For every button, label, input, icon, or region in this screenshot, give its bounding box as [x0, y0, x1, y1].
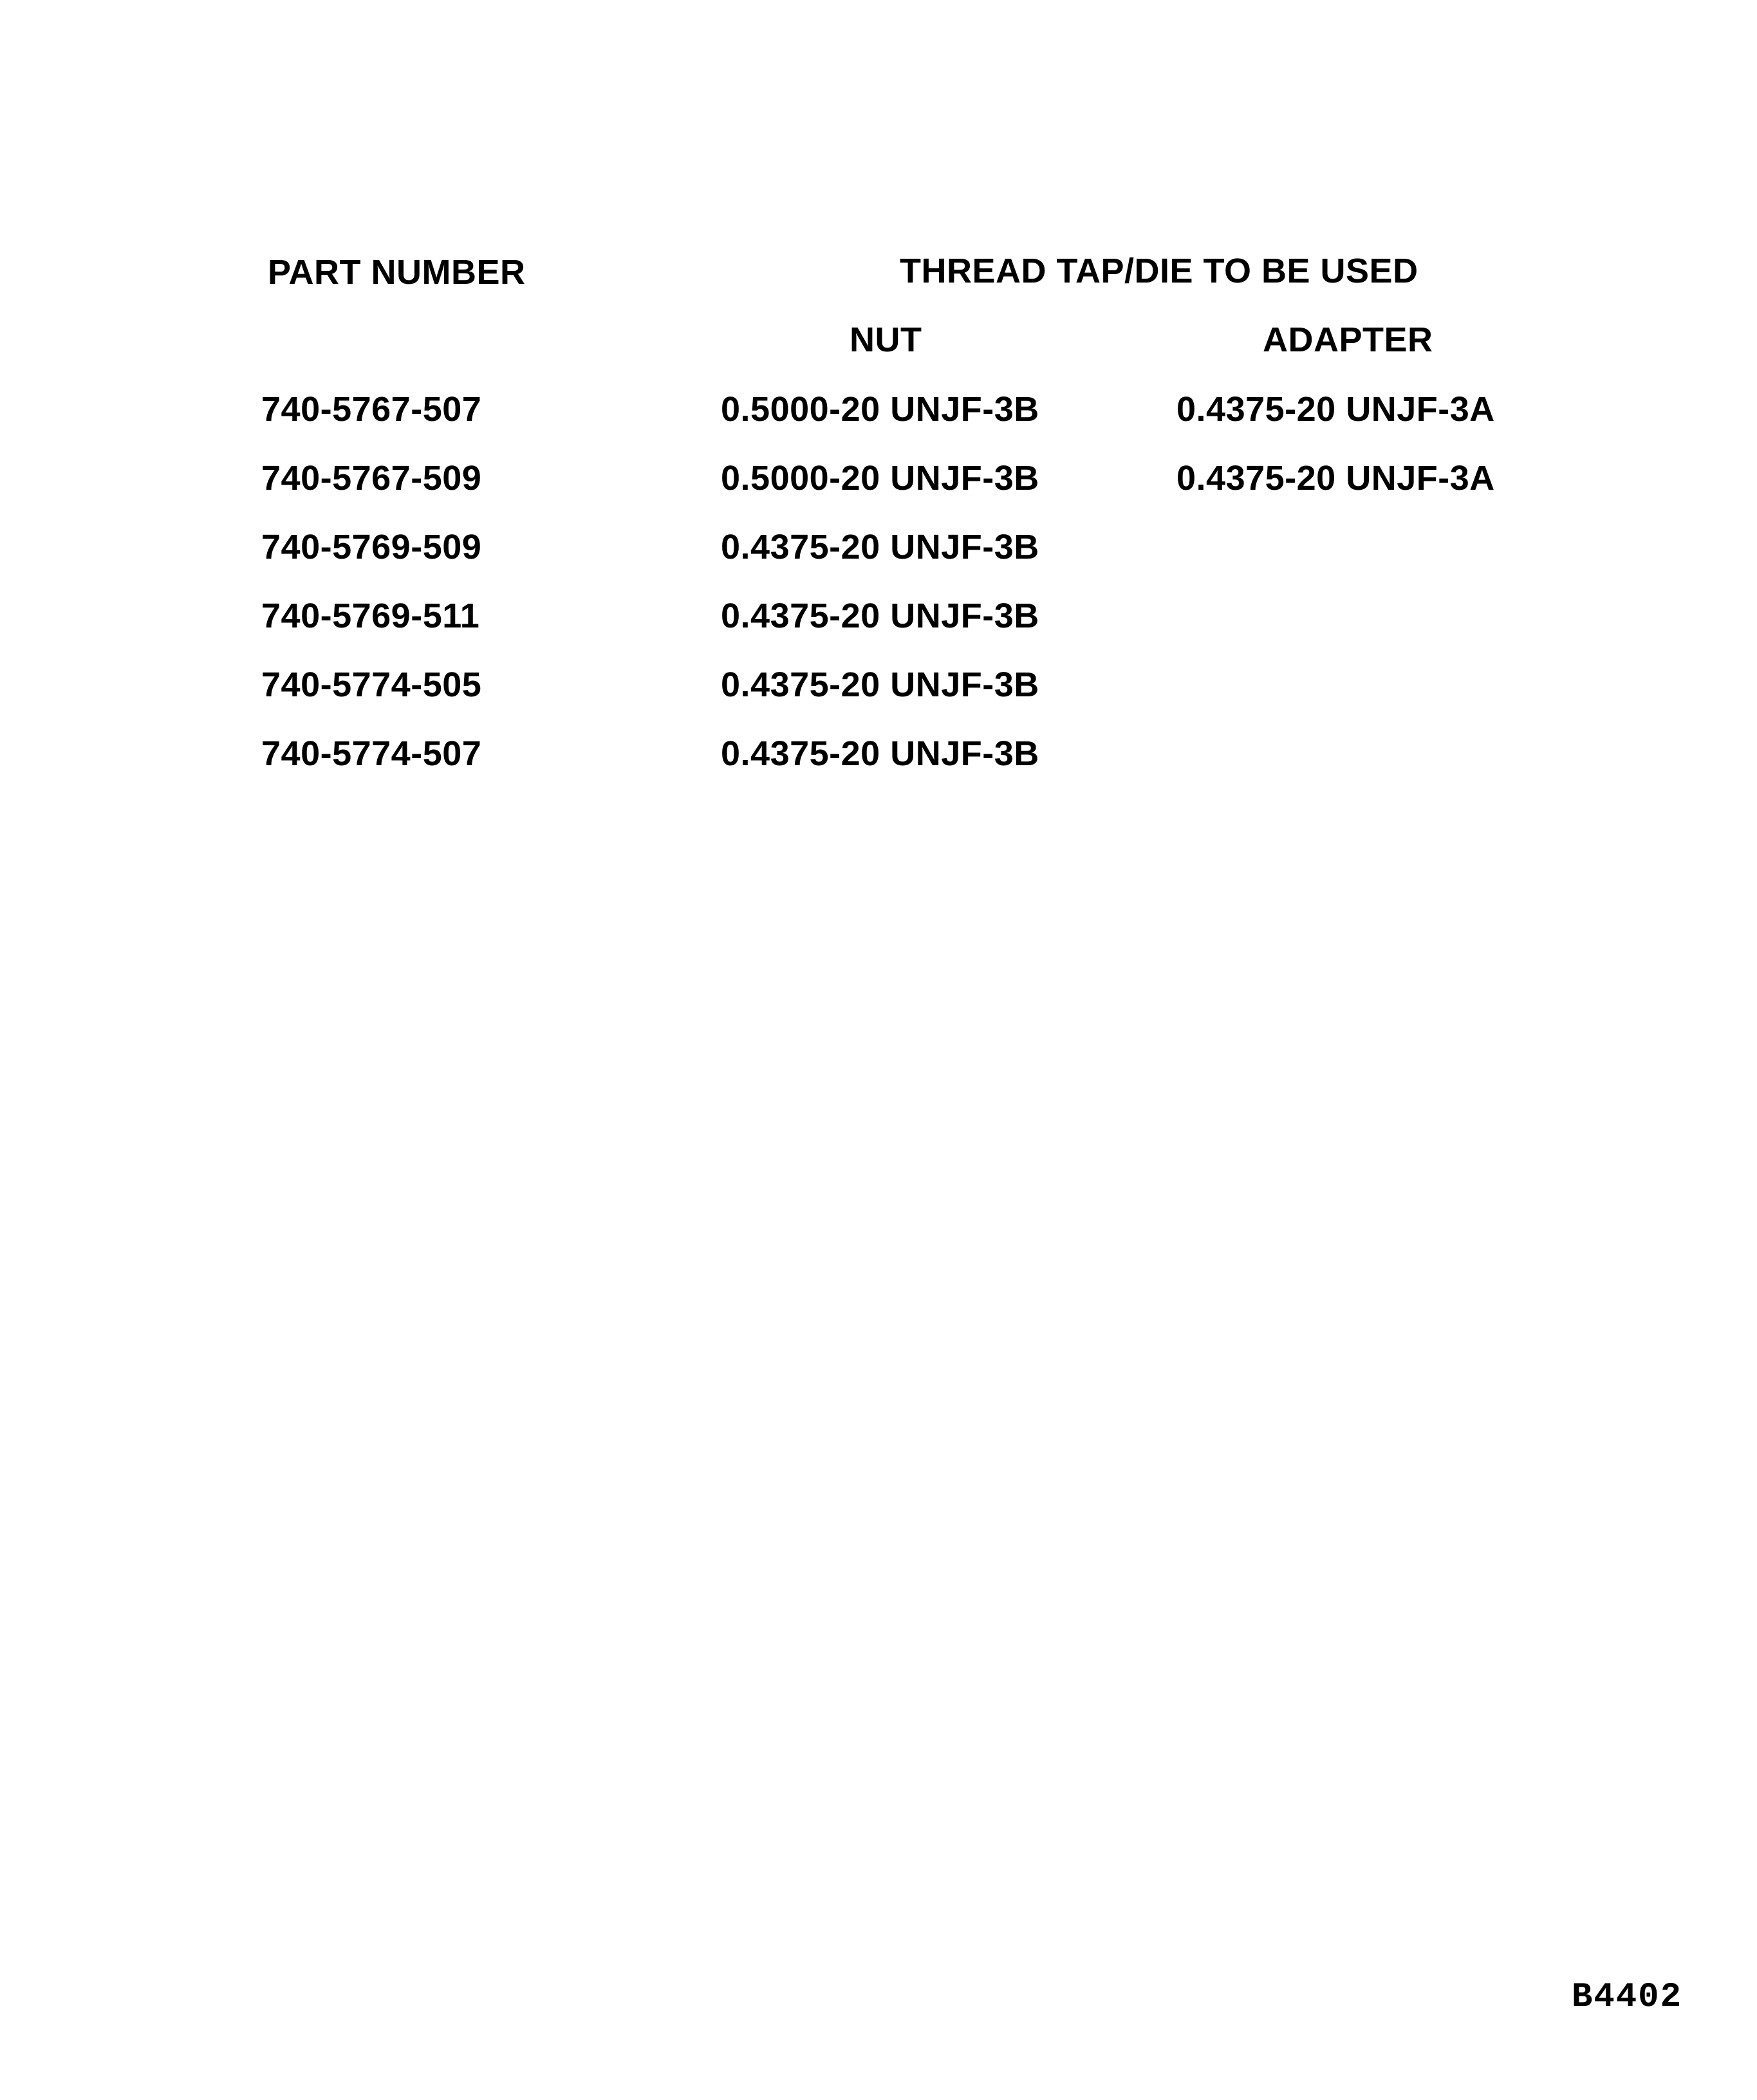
table-row	[0, 733, 1757, 774]
adapter-thread-cell: 0.4375-20 UNJF-3A	[1176, 390, 1495, 429]
nut-thread-cell: 0.4375-20 UNJF-3B	[721, 734, 1039, 773]
nut-thread-cell: 0.4375-20 UNJF-3B	[721, 528, 1039, 566]
table-row	[0, 595, 1757, 637]
nut-thread-cell: 0.5000-20 UNJF-3B	[721, 459, 1039, 497]
part-number-cell: 740-5769-509	[261, 528, 482, 566]
header-part-number: PART NUMBER	[268, 253, 526, 292]
part-number-cell: 740-5774-505	[261, 665, 482, 704]
table-row	[0, 664, 1757, 705]
nut-thread-cell: 0.4375-20 UNJF-3B	[721, 597, 1039, 635]
table-row	[0, 458, 1757, 499]
header-thread-tap-die: THREAD TAP/DIE TO BE USED	[900, 252, 1418, 290]
table-row	[0, 526, 1757, 568]
table-row	[0, 389, 1757, 430]
header-nut: NUT	[850, 321, 922, 359]
adapter-thread-cell: 0.4375-20 UNJF-3A	[1176, 459, 1495, 497]
nut-thread-cell: 0.4375-20 UNJF-3B	[721, 665, 1039, 704]
part-number-cell: 740-5774-507	[261, 734, 482, 773]
figure-id: B4402	[1571, 1978, 1682, 2017]
header-adapter: ADAPTER	[1263, 321, 1433, 359]
part-number-cell: 740-5767-507	[261, 390, 482, 429]
nut-thread-cell: 0.5000-20 UNJF-3B	[721, 390, 1039, 429]
part-number-cell: 740-5769-511	[261, 597, 480, 635]
part-number-cell: 740-5767-509	[261, 459, 482, 497]
